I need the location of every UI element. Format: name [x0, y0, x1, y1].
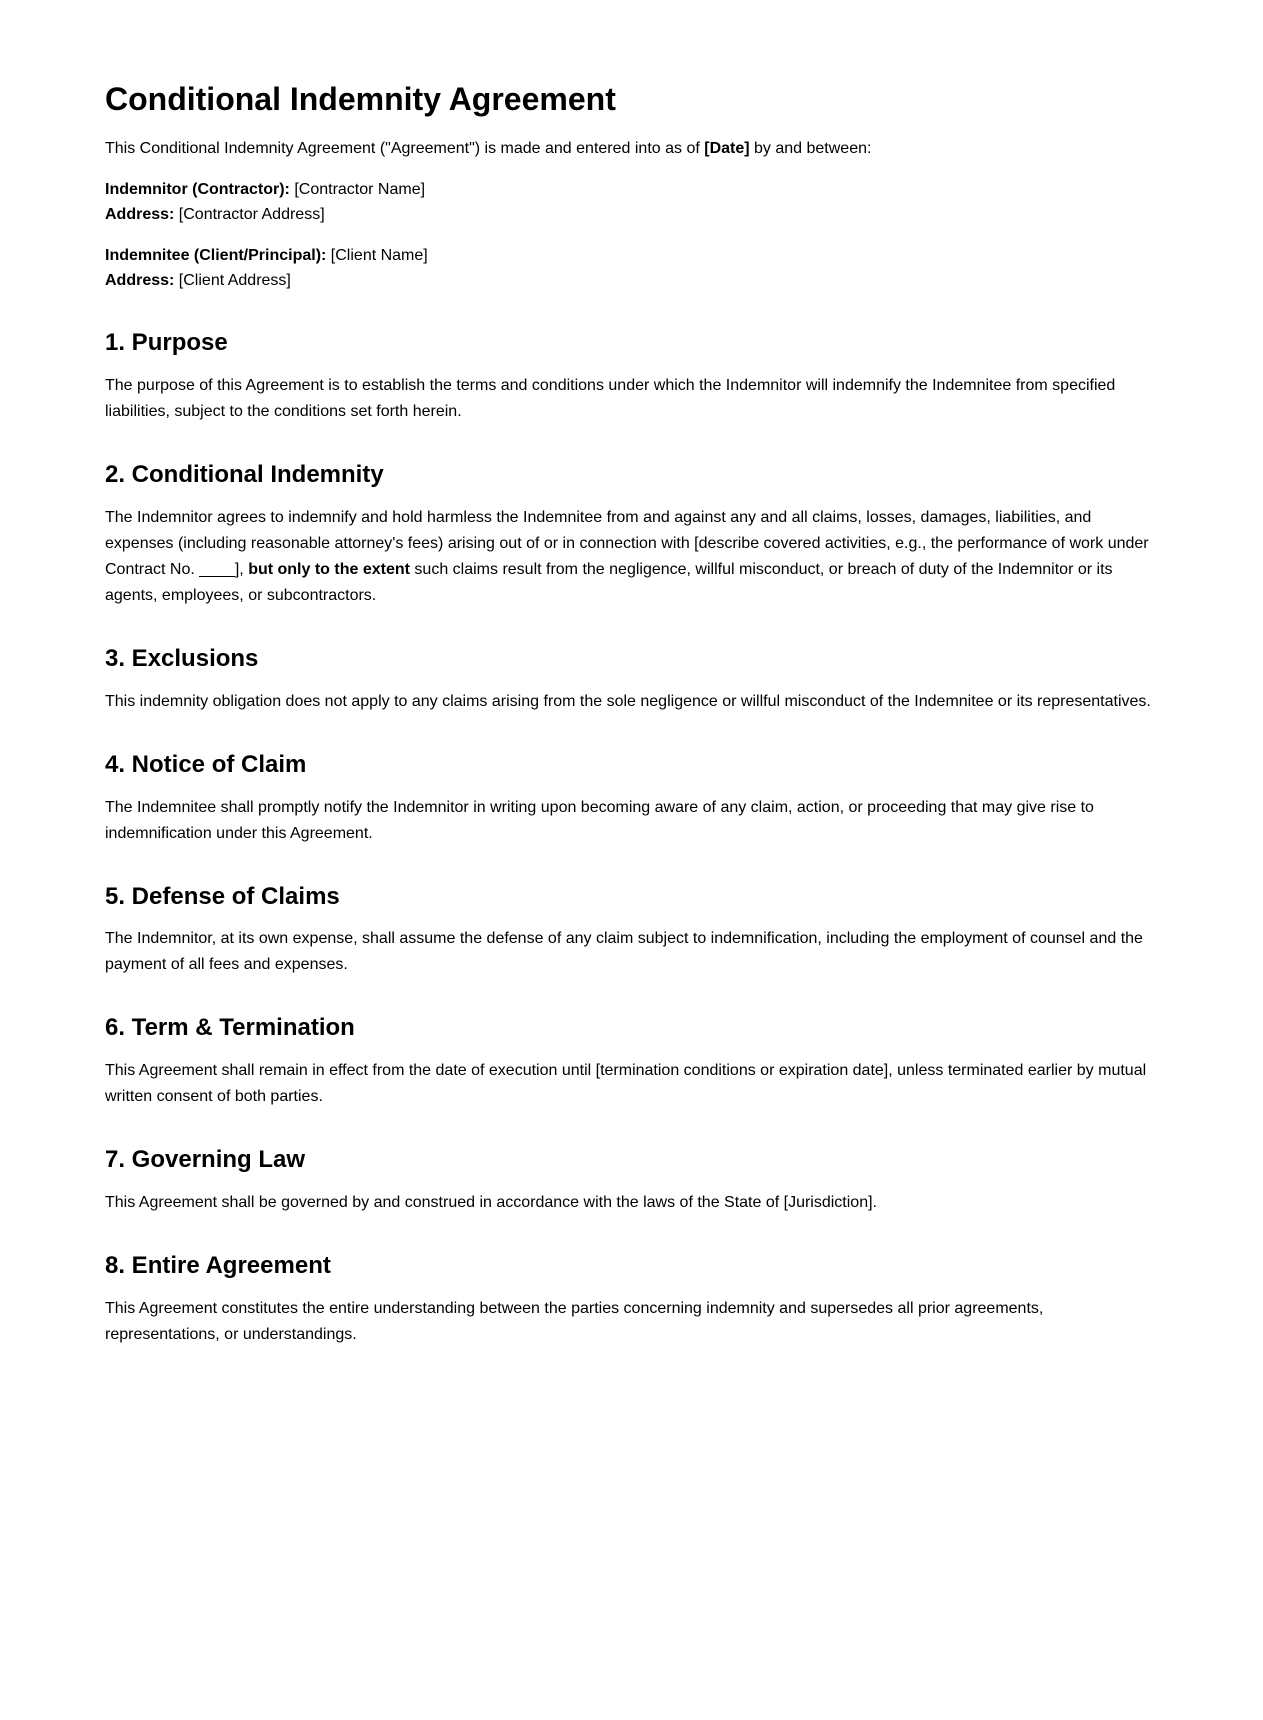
section-heading-purpose: 1. Purpose — [105, 329, 228, 357]
indemnitee-address: [Client Address] — [174, 272, 291, 290]
section-text-conditional-indemnity — [105, 505, 1160, 609]
document-title: Conditional Indemnity Agreement — [105, 81, 616, 117]
conditional-text-end: such claims result from the negligence, willful misconduct, or breach of duty of the Indemnitor or its agents, employees, or subcontractors. — [105, 560, 1113, 604]
indemnitor-address-label: Address: — [105, 206, 175, 224]
conditional-text-bold: but only to the extent — [248, 560, 410, 578]
section-heading-notice-of-claim: 4. Notice of Claim — [105, 750, 307, 778]
indemnitor-address: [Contractor Address] — [174, 206, 325, 224]
indemnitee-block — [105, 243, 1160, 293]
intro-date: [Date] — [704, 140, 750, 158]
section-text-exclusions: This indemnity obligation does not apply to any claims arising from the sole negligence or willful misconduct of the Indemnitee or its representatives. — [105, 692, 1151, 710]
section-heading-exclusions: 3. Exclusions — [105, 644, 259, 672]
section-text-notice-of-claim: The Indemnitee shall promptly notify the Indemnitor in writing upon becoming aware of any claim, action, or proceeding that may give rise to indemnification under this Agreement. — [105, 798, 1094, 842]
indemnitor-address-line — [105, 202, 1160, 227]
section-heading-entire-agreement: 8. Entire Agreement — [105, 1251, 331, 1279]
indemnitee-label: Indemnitee (Client/Principal): — [105, 247, 327, 265]
section-heading-term-termination: 6. Term & Termination — [105, 1014, 355, 1042]
section-text-purpose: The purpose of this Agreement is to establish the terms and conditions under which the Indemnitor will indemnify the Indemnitee from specified liabilities, subject to the conditions set forth herein. — [105, 377, 1116, 421]
section-text-term-termination: This Agreement shall remain in effect from the date of execution until [termination conditions or expiration date], unless terminated earlier by mutual written consent of both parties. — [105, 1062, 1147, 1106]
indemnitee-name: [Client Name] — [326, 247, 428, 265]
section-heading-defense-of-claims: 5. Defense of Claims — [105, 882, 340, 910]
indemnitee-name-line — [105, 243, 1160, 268]
section-text-governing-law: This Agreement shall be governed by and construed in accordance with the laws of the State of [Jurisdiction]. — [105, 1193, 877, 1211]
indemnitor-block — [105, 177, 1160, 227]
section-heading-conditional-indemnity: 2. Conditional Indemnity — [105, 461, 384, 489]
conditional-text-start: The Indemnitor agrees to indemnify and hold harmless the Indemnitee from and against any and all claims, losses, damages, liabilities, and expenses (including reasonable attorney's fees) arising out of or in connection with [describe covered activities, e.g., the performance of work under Contract No. ____], — [105, 508, 1149, 578]
indemnitor-name: [Contractor Name] — [289, 181, 426, 199]
section-heading-governing-law: 7. Governing Law — [105, 1146, 306, 1174]
intro-paragraph — [105, 136, 1160, 162]
indemnitee-address-label: Address: — [105, 272, 175, 290]
indemnitor-label: Indemnitor (Contractor): — [105, 181, 290, 199]
intro-text-end: by and between: — [749, 140, 872, 158]
intro-text: This Conditional Indemnity Agreement ("Agreement") is made and entered into as of — [105, 140, 705, 158]
section-text-entire-agreement: This Agreement constitutes the entire understanding between the parties concerning indemnity and supersedes all prior agreements, representations, or understandings. — [105, 1299, 1044, 1343]
indemnitee-address-line — [105, 268, 1160, 293]
indemnitor-name-line — [105, 177, 1160, 202]
document-content — [105, 80, 1160, 1343]
section-text-defense-of-claims: The Indemnitor, at its own expense, shall assume the defense of any claim subject to indemnification, including the employment of counsel and the payment of all fees and expenses. — [105, 930, 1143, 974]
